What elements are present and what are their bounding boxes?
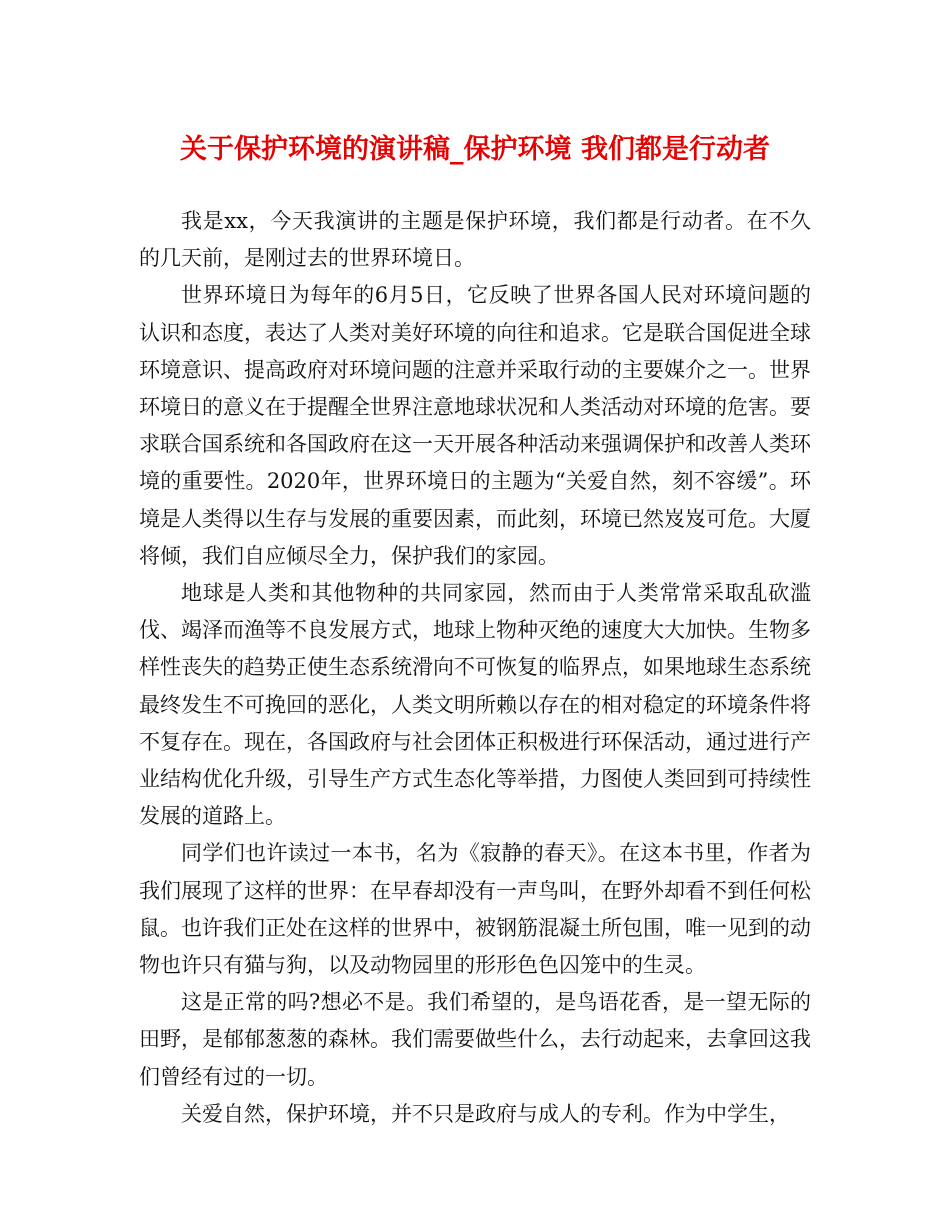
document-title: 关于保护环境的演讲稿_保护环境 我们都是行动者: [180, 134, 770, 165]
paragraph-1: 我是xx，今天我演讲的主题是保护环境，我们都是行动者。在不久的几天前，是刚过去的世界环境日。: [139, 209, 811, 271]
document-body: [139, 203, 811, 1133]
paragraph-3: 地球是人类和其他物种的共同家园，然而由于人类常常采取乱砍滥伐、竭泽而渔等不良发展方式，地球上物种灭绝的速度大大加快。生物多样性丧失的趋势正使生态系统滑向不可恢复的临界点，如果地球生态系统最终发生不可挽回的恶化，人类文明所赖以存在的相对稳定的环境条件将不复存在。现在，各国政府与社会团体正积极进行环保活动，通过进行产业结构优化升级，引导生产方式生态化等举措，力图使人类回到可持续性发展的道路上。: [139, 581, 811, 829]
paragraph-5: 这是正常的吗?想必不是。我们希望的，是鸟语花香，是一望无际的田野，是郁郁葱葱的森林。我们需要做些什么，去行动起来，去拿回这我们曾经有过的一切。: [139, 990, 811, 1089]
paragraph-4: 同学们也许读过一本书，名为《寂静的春天》。在这本书里，作者为我们展现了这样的世界：在早春却没有一声鸟叫，在野外却看不到任何松鼠。也许我们正处在这样的世界中，被钢筋混凝土所包围，唯一见到的动物也许只有猫与狗，以及动物园里的形形色色囚笼中的生灵。: [139, 841, 811, 978]
paragraph-2: 世界环境日为每年的6月5日，它反映了世界各国人民对环境问题的认识和态度，表达了人类对美好环境的向往和追求。它是联合国促进全球环境意识、提高政府对环境问题的注意并采取行动的主要媒介之一。世界环境日的意义在于提醒全世界注意地球状况和人类活动对环境的危害。要求联合国系统和各国政府在这一天开展各种活动来强调保护和改善人类环境的重要性。2020年，世界环境日的主题为“关爱自然，刻不容缓”。环境是人类得以生存与发展的重要因素，而此刻，环境已然岌岌可危。大厦将倾，我们自应倾尽全力，保护我们的家园。: [139, 283, 811, 568]
paragraph-6: 关爱自然，保护环境，并不只是政府与成人的专利。作为中学生，: [181, 1101, 790, 1126]
